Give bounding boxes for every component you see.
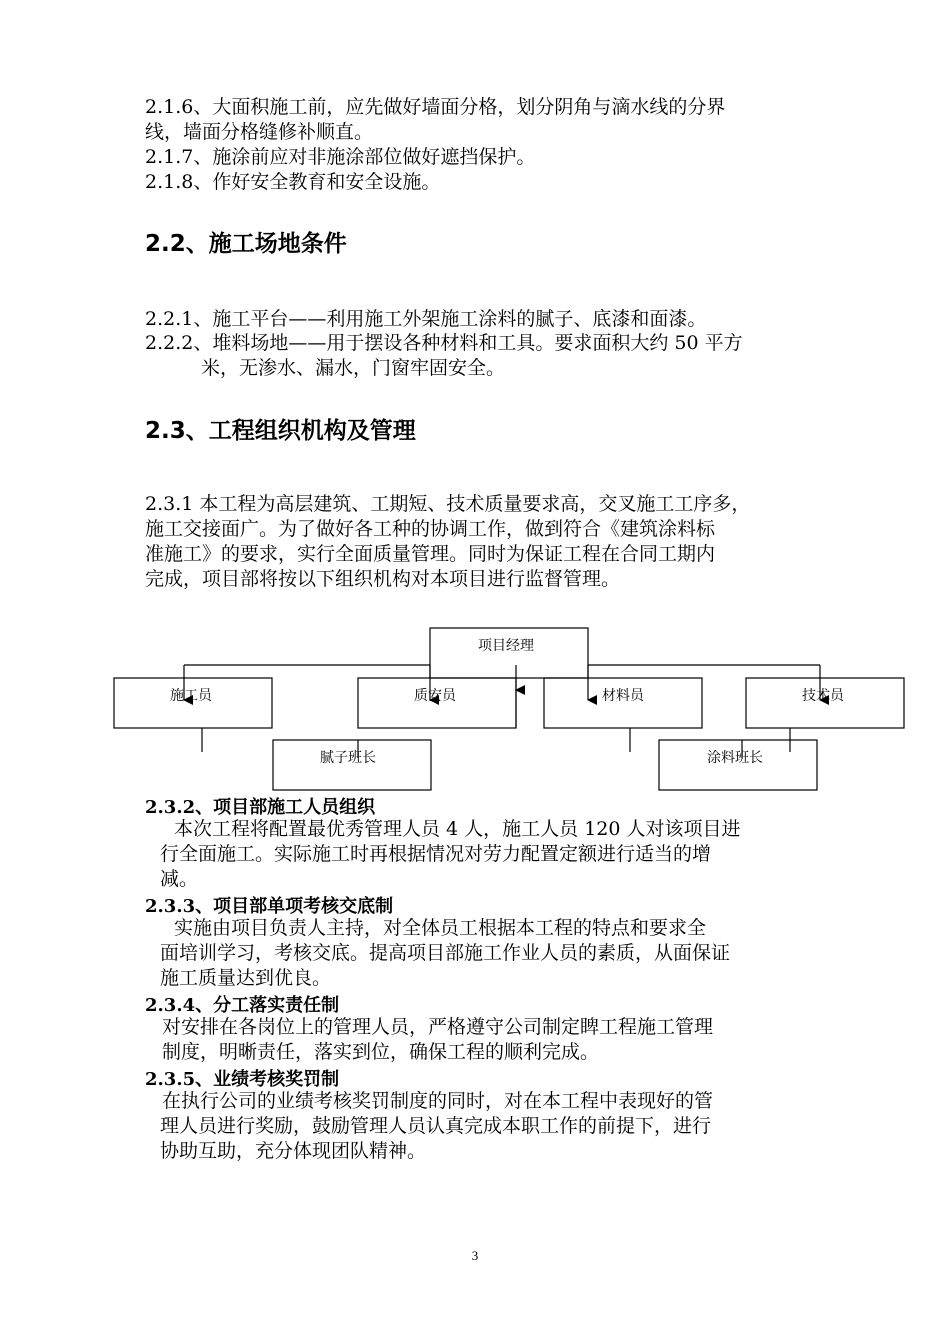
para-2-3-3-line-2: 面培训学习，考核交底。提高项目部施工作业人员的素质，从面保证: [160, 942, 731, 964]
para-2-3-1-line-1: 2.3.1 本工程为高层建筑、工期短、技术质量要求高，交叉施工工序多，: [145, 493, 751, 515]
para-2-3-5-line-3: 协助互助，充分体现团队精神。: [160, 1140, 427, 1162]
org-label-technical-staff: 技术员: [802, 688, 844, 704]
para-2-3-5-line-1: 在执行公司的业绩考核奖罚制度的同时，对在本工程中表现好的管: [162, 1090, 714, 1112]
para-2-1-8: 2.1.8、作好安全教育和安全设施。: [145, 171, 441, 193]
heading-2-3-5: 2.3.5、业绩考核奖罚制: [145, 1069, 340, 1090]
para-2-2-2-line-1: 2.2.2、堆料场地——用于摆设各种材料和工具。要求面积大约 50 平方: [145, 332, 743, 354]
para-2-1-6-line-2: 线，墙面分格缝修补顺直。: [145, 121, 374, 143]
para-2-3-2-line-2: 行全面施工。实际施工时再根据情况对劳力配置定额进行适当的增: [160, 843, 712, 865]
para-2-3-2-line-1: 本次工程将配置最优秀管理人员 4 人，施工人员 120 人对该项目进: [174, 818, 741, 840]
para-2-2-2-line-2: 米，无渗水、漏水，门窗牢固安全。: [201, 357, 506, 379]
org-label-construction-staff: 施工员: [170, 688, 212, 704]
para-2-3-1-line-2: 施工交接面广。为了做好各工种的协调工作，做到符合《建筑涂料标: [145, 518, 716, 540]
para-2-3-5-line-2: 理人员进行奖励，鼓励管理人员认真完成本职工作的前提下，进行: [160, 1115, 712, 1137]
org-label-paint-leader: 涂料班长: [707, 750, 763, 766]
heading-2-2: 2.2、施工场地条件: [145, 231, 347, 257]
org-label-safety-staff: 质安员: [414, 688, 456, 704]
para-2-3-1-line-4: 完成，项目部将按以下组织机构对本项目进行监督管理。: [145, 568, 621, 590]
para-2-3-4-line-1: 对安排在各岗位上的管理人员，严格遵守公司制定睥工程施工管理: [162, 1016, 714, 1038]
heading-2-3-4: 2.3.4、分工落实责任制: [145, 995, 340, 1016]
para-2-3-4-line-2: 制度，明晰责任，落实到位，确保工程的顺利完成。: [162, 1041, 600, 1063]
para-2-3-3-line-3: 施工质量达到优良。: [160, 967, 332, 989]
para-2-1-7: 2.1.7、施涂前应对非施涂部位做好遮挡保护。: [145, 146, 536, 168]
para-2-3-2-line-3: 减。: [160, 868, 199, 890]
org-label-manager: 项目经理: [478, 638, 534, 654]
heading-2-3-2: 2.3.2、项目部施工人员组织: [145, 797, 376, 818]
para-2-2-1: 2.2.1、施工平台——利用施工外架施工涂料的腻子、底漆和面漆。: [145, 308, 707, 330]
para-2-3-1-line-3: 准施工》的要求，实行全面质量管理。同时为保证工程在合同工期内: [145, 543, 716, 565]
page-number: 3: [471, 1248, 479, 1263]
heading-2-3-3: 2.3.3、项目部单项考核交底制: [145, 896, 394, 917]
org-label-materials-staff: 材料员: [602, 688, 644, 704]
org-label-putty-leader: 腻子班长: [320, 750, 376, 766]
para-2-3-3-line-1: 实施由项目负责人主持，对全体员工根据本工程的特点和要求全: [174, 917, 707, 939]
heading-2-3: 2.3、工程组织机构及管理: [145, 418, 416, 444]
para-2-1-6-line-1: 2.1.6、大面积施工前，应先做好墙面分格，划分阴角与滴水线的分界: [145, 96, 726, 118]
